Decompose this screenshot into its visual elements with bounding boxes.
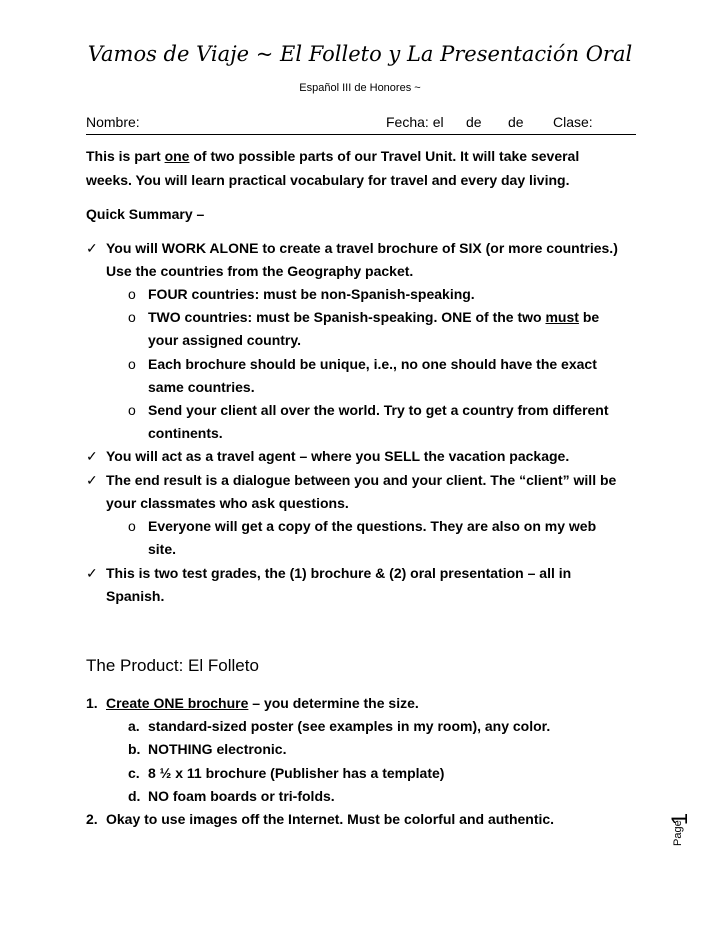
intro-line-2: weeks. You will learn practical vocabulary for travel and every day living. bbox=[86, 172, 570, 188]
list-item: Use the countries from the Geography packet. bbox=[106, 263, 414, 279]
checkmark-icon: ✓ bbox=[86, 240, 98, 256]
list-item: Each brochure should be unique, i.e., no one should have the exact bbox=[148, 356, 597, 372]
clase-label: Clase: bbox=[553, 114, 593, 130]
list-item: NOTHING electronic. bbox=[148, 741, 287, 757]
summary-heading: Quick Summary – bbox=[86, 206, 205, 222]
list-item: Spanish. bbox=[106, 588, 165, 604]
list-item: Create ONE brochure – you determine the size. bbox=[106, 695, 419, 711]
page-number-block bbox=[667, 806, 693, 850]
de-label-1: de bbox=[466, 114, 482, 130]
list-item: FOUR countries: must be non-Spanish-speaking. bbox=[148, 286, 475, 302]
list-item: 8 ½ x 11 brochure (Publisher has a template) bbox=[148, 765, 445, 781]
intro-line-1: This is part one of two possible parts of our Travel Unit. It will take several bbox=[86, 148, 580, 164]
list-item: Okay to use images off the Internet. Must be colorful and authentic. bbox=[106, 811, 555, 827]
list-item: You will act as a travel agent – where you SELL the vacation package. bbox=[106, 448, 570, 464]
checkmark-icon: ✓ bbox=[86, 448, 98, 464]
checkmark-icon: ✓ bbox=[86, 472, 98, 488]
list-item: The end result is a dialogue between you and your client. The “client” will be bbox=[106, 472, 617, 488]
page-number: 1 bbox=[667, 812, 693, 826]
list-number: 2. bbox=[86, 811, 98, 827]
list-item: your assigned country. bbox=[148, 332, 301, 348]
de-label-2: de bbox=[508, 114, 524, 130]
list-item: standard-sized poster (see examples in my room), any color. bbox=[148, 718, 551, 734]
circle-bullet-icon: o bbox=[128, 518, 136, 534]
circle-bullet-icon: o bbox=[128, 286, 136, 302]
circle-bullet-icon: o bbox=[128, 356, 136, 372]
page-label: Page bbox=[672, 820, 684, 846]
circle-bullet-icon: o bbox=[128, 402, 136, 418]
list-item: your classmates who ask questions. bbox=[106, 495, 349, 511]
list-item: You will WORK ALONE to create a travel brochure of SIX (or more countries.) bbox=[106, 240, 618, 256]
list-item: continents. bbox=[148, 425, 223, 441]
document-title: Vamos de Viaje ~ El Folleto y La Presentación Oral bbox=[87, 42, 633, 66]
product-heading: The Product: El Folleto bbox=[86, 656, 259, 675]
document-subtitle: Español III de Honores ~ bbox=[299, 82, 421, 94]
list-item: Send your client all over the world. Try to get a country from different bbox=[148, 402, 609, 418]
list-item: This is two test grades, the (1) brochure & (2) oral presentation – all in bbox=[106, 565, 572, 581]
nombre-label: Nombre: bbox=[86, 114, 140, 130]
list-letter: a. bbox=[128, 718, 140, 734]
info-line bbox=[86, 114, 636, 135]
checkmark-icon: ✓ bbox=[86, 565, 98, 581]
fecha-label: Fecha: el bbox=[386, 114, 444, 130]
list-number: 1. bbox=[86, 695, 98, 711]
list-item: site. bbox=[148, 541, 177, 557]
list-item: same countries. bbox=[148, 379, 255, 395]
list-item: TWO countries: must be Spanish-speaking. ONE of the two must be bbox=[148, 309, 600, 325]
circle-bullet-icon: o bbox=[128, 309, 136, 325]
list-letter: c. bbox=[128, 765, 140, 781]
list-letter: d. bbox=[128, 788, 141, 804]
list-letter: b. bbox=[128, 741, 141, 757]
list-item: NO foam boards or tri-folds. bbox=[148, 788, 335, 804]
list-item: Everyone will get a copy of the questions. They are also on my web bbox=[148, 518, 597, 534]
